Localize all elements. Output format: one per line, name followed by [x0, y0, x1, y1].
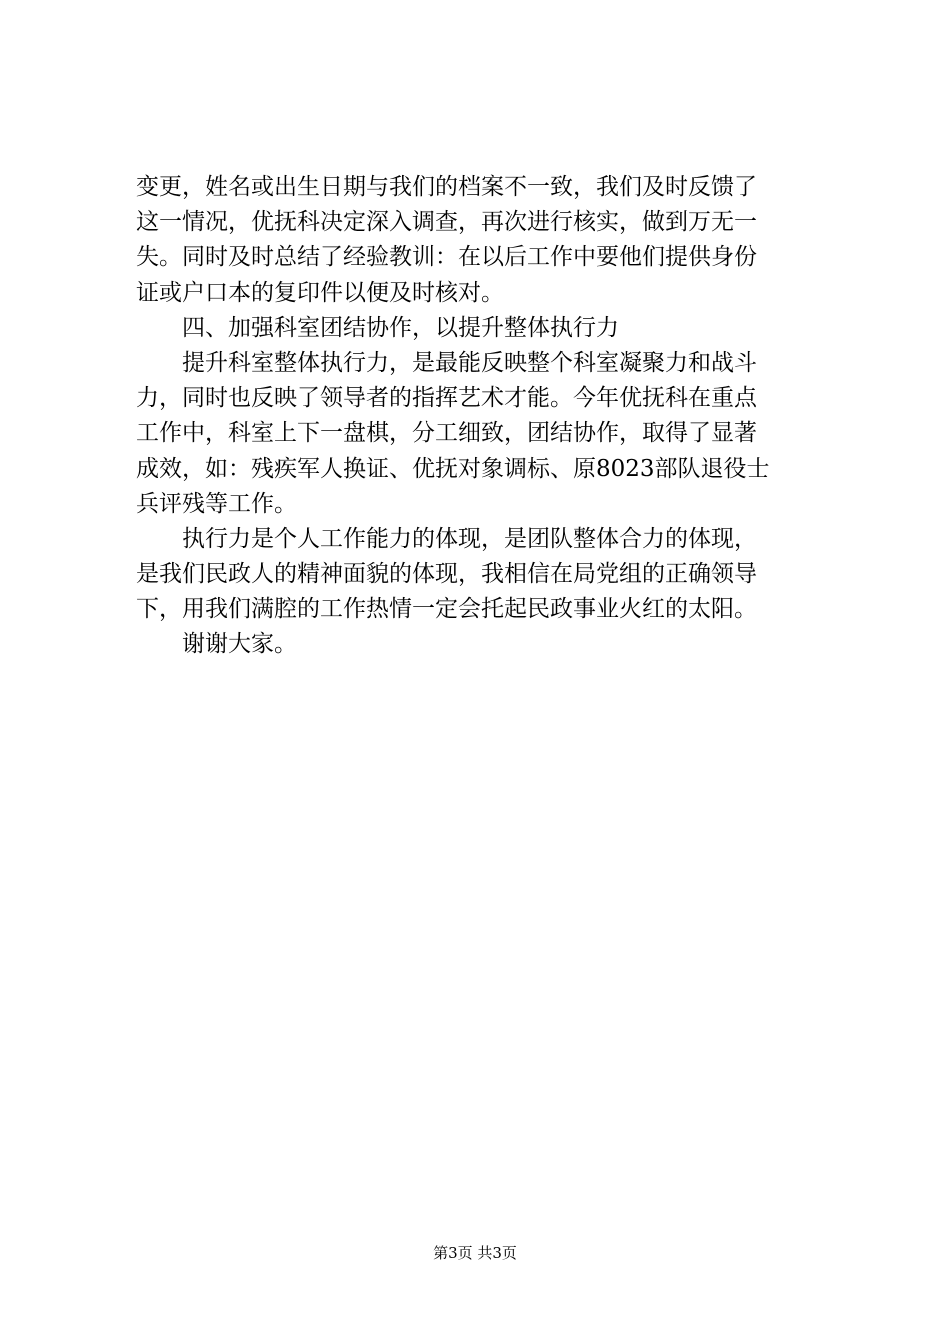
section-heading: 四、加强科室团结协作，以提升整体执行力 — [182, 314, 619, 341]
text-line: 变更，姓名或出生日期与我们的档案不一致，我们及时反馈了 — [136, 174, 757, 200]
closing-line: 谢谢大家。 — [182, 631, 297, 658]
text-line: 执行力是个人工作能力的体现，是团队整体合力的体现， — [182, 525, 757, 552]
text-line: 是我们民政人的精神面貌的体现，我相信在局党组的正确领导 — [136, 561, 757, 588]
document-body — [136, 170, 836, 663]
text-line: 成效，如：残疾军人换证、优抚对象调标、原8023部队退役士 — [136, 455, 770, 482]
text-line: 失。同时及时总结了经验教训：在以后工作中要他们提供身份 — [136, 244, 757, 271]
text-line: 证或户口本的复印件以便及时核对。 — [136, 279, 504, 306]
text-line: 提升科室整体执行力，是最能反映整个科室凝聚力和战斗 — [182, 349, 757, 376]
text-line: 下，用我们满腔的工作热情一定会托起民政事业火红的太阳。 — [136, 596, 757, 623]
text-line: 工作中，科室上下一盘棋，分工细致，团结协作，取得了显著 — [136, 420, 757, 447]
text-line: 兵评残等工作。 — [136, 490, 297, 517]
page-number-footer: 第3页 共3页 — [433, 1244, 517, 1262]
text-line: 这一情况，优抚科决定深入调查，再次进行核实，做到万无一 — [136, 209, 757, 236]
text-line: 力，同时也反映了领导者的指挥艺术才能。今年优抚科在重点 — [136, 385, 757, 412]
